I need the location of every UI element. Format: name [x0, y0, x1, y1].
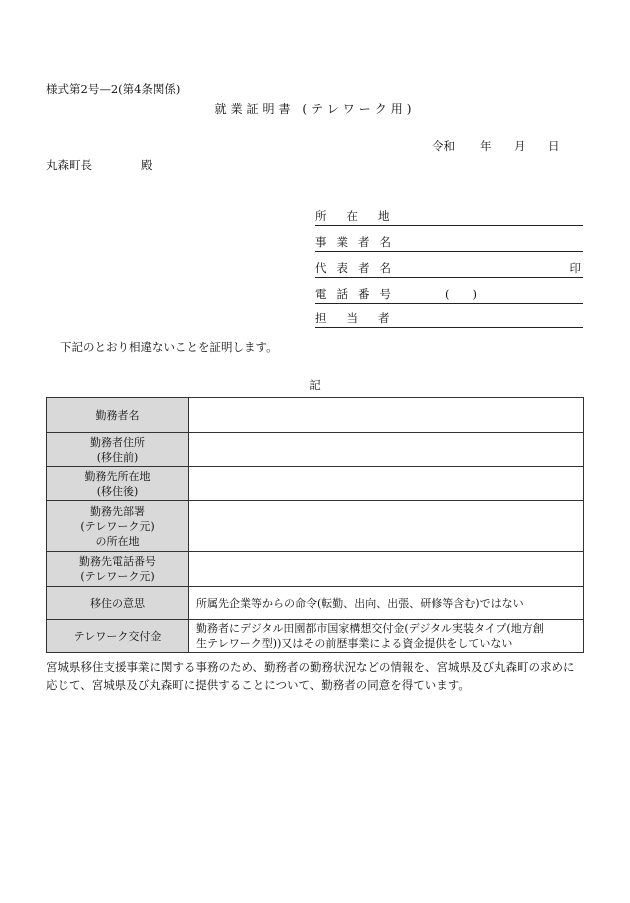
contact-person-field[interactable] — [315, 308, 583, 328]
worker-address-input[interactable] — [189, 433, 584, 467]
date-day: 日 — [548, 139, 560, 153]
address-label: 所在地 — [315, 209, 410, 223]
addressee-honorific: 殿 — [141, 158, 153, 172]
business-name-label: 事業者名 — [315, 235, 401, 249]
business-name-field[interactable] — [315, 232, 583, 252]
seal-mark: 印 — [569, 261, 581, 275]
employment-table — [46, 397, 584, 653]
table-row — [47, 620, 584, 653]
address-field[interactable] — [315, 206, 583, 226]
label-workplace-address: 勤務先所在地 (移住後) — [47, 467, 189, 501]
table-row — [47, 587, 584, 620]
label-worker-address: 勤務者住所 (移住前) — [47, 433, 189, 467]
table-row — [47, 433, 584, 467]
phone-field[interactable] — [315, 284, 583, 304]
table-row — [47, 467, 584, 501]
table-row — [47, 552, 584, 587]
workplace-address-input[interactable] — [189, 467, 584, 501]
label-worker-name: 勤務者名 — [47, 398, 189, 433]
representative-label: 代表者名 — [315, 261, 401, 275]
certify-text: 下記のとおり相違ないことを証明します。 — [60, 340, 278, 354]
ki-heading: 記 — [309, 378, 321, 392]
worker-name-input[interactable] — [189, 398, 584, 433]
relocation-intent-value: 所属先企業等からの命令(転勤、出向、出張、研修等含む)ではない — [189, 587, 584, 620]
phone-label: 電話番号 — [315, 287, 401, 301]
telework-grant-value: 勤務者にデジタル田園都市国家構想交付金(デジタル実装タイプ(地方創 生テレワーク型))又はその前歴事業による資金提供をしていない — [189, 620, 584, 653]
addressee-name: 丸森町長 — [46, 158, 92, 172]
department-location-input[interactable] — [189, 501, 584, 552]
date-year: 年 — [480, 139, 492, 153]
page-title: 就業証明書 (テレワーク用) — [214, 102, 416, 116]
label-workplace-phone: 勤務先電話番号 (テレワーク元) — [47, 552, 189, 587]
representative-field[interactable] — [315, 258, 583, 278]
contact-person-label: 担当者 — [315, 311, 410, 325]
form-number: 様式第2号—2(第4条関係) — [46, 82, 181, 96]
table-row — [47, 501, 584, 552]
date-month: 月 — [514, 139, 526, 153]
workplace-phone-input[interactable] — [189, 552, 584, 587]
label-relocation-intent: 移住の意思 — [47, 587, 189, 620]
table-row — [47, 398, 584, 433]
date-era: 令和 — [432, 139, 455, 153]
consent-note: 宮城県移住支援事業に関する事務のため、勤務者の勤務状況などの情報を、宮城県及び丸森町の求めに 応じて、宮城県及び丸森町に提供することについて、勤務者の同意を得ています。 — [46, 660, 575, 692]
phone-area-code: ( ) — [445, 287, 477, 301]
label-telework-grant: テレワーク交付金 — [47, 620, 189, 653]
label-department-location: 勤務先部署 (テレワーク元) の所在地 — [47, 501, 189, 552]
